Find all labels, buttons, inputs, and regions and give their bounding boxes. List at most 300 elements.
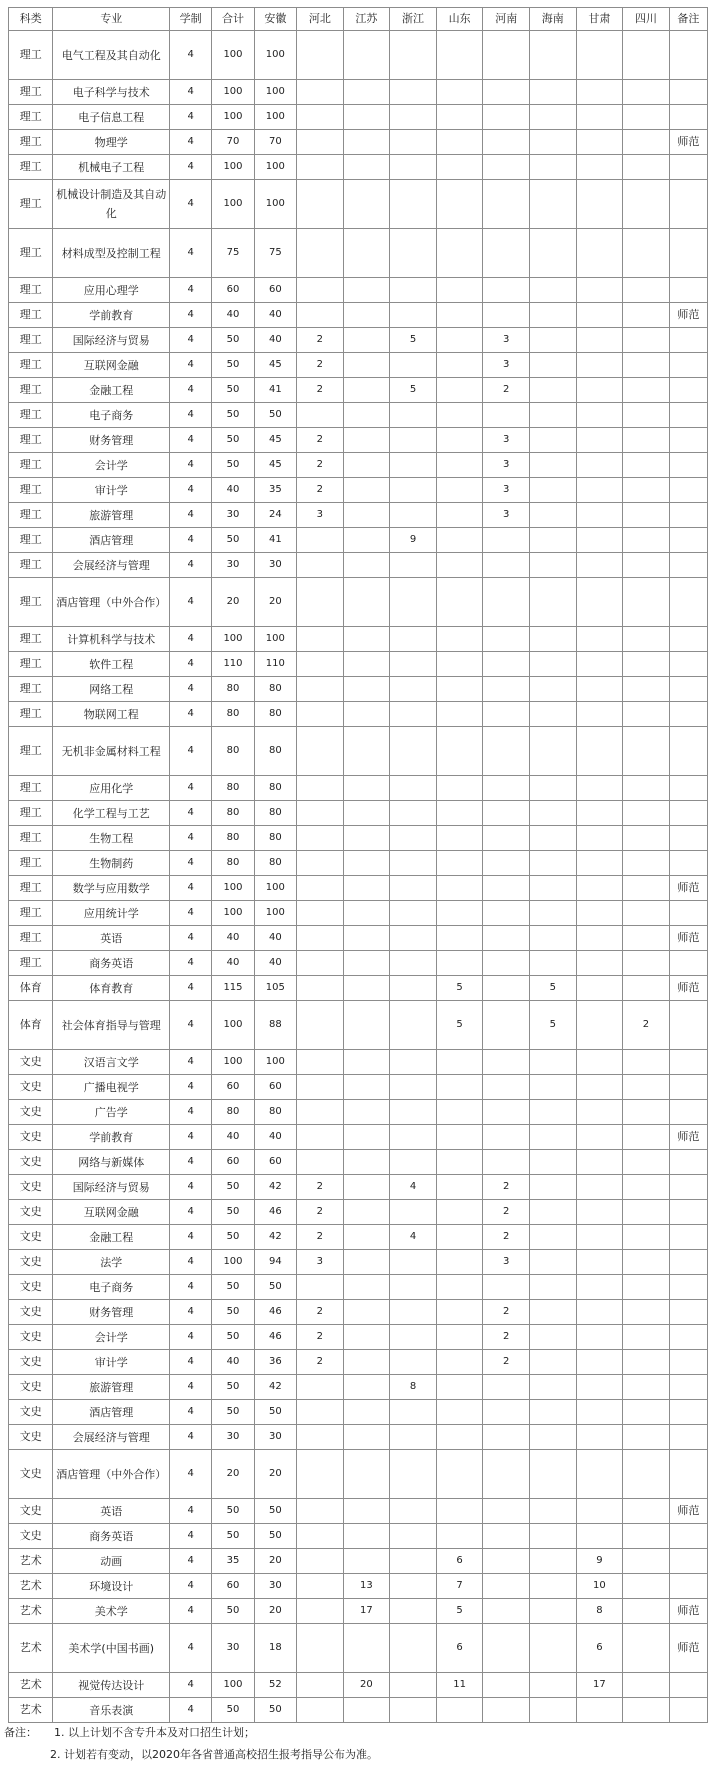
cell-zhejiang xyxy=(390,1400,437,1425)
cell-remark xyxy=(669,702,707,727)
cell-remark xyxy=(669,453,707,478)
cell-major: 物联网工程 xyxy=(53,702,169,727)
cell-henan xyxy=(483,652,530,677)
cell-jiangsu xyxy=(343,378,390,403)
cell-category: 艺术 xyxy=(9,1673,53,1698)
cell-gansu xyxy=(576,528,623,553)
cell-zhejiang: 9 xyxy=(390,528,437,553)
cell-duration: 4 xyxy=(169,1325,211,1350)
cell-hainan xyxy=(530,180,577,229)
cell-major: 会展经济与管理 xyxy=(53,1425,169,1450)
cell-total: 40 xyxy=(212,1350,254,1375)
cell-sichuan xyxy=(623,1698,670,1723)
cell-remark xyxy=(669,1175,707,1200)
cell-hainan xyxy=(530,1400,577,1425)
cell-sichuan xyxy=(623,1450,670,1499)
cell-jiangsu xyxy=(343,303,390,328)
cell-zhejiang xyxy=(390,278,437,303)
cell-henan xyxy=(483,1524,530,1549)
cell-anhui: 80 xyxy=(254,1100,296,1125)
cell-gansu xyxy=(576,31,623,80)
cell-zhejiang xyxy=(390,1599,437,1624)
cell-hainan xyxy=(530,1425,577,1450)
cell-sichuan xyxy=(623,180,670,229)
table-row xyxy=(9,180,708,229)
cell-hebei xyxy=(297,229,344,278)
cell-total: 100 xyxy=(212,1250,254,1275)
cell-gansu xyxy=(576,876,623,901)
cell-henan: 3 xyxy=(483,328,530,353)
cell-zhejiang xyxy=(390,976,437,1001)
table-row xyxy=(9,1698,708,1723)
table-row xyxy=(9,826,708,851)
cell-total: 80 xyxy=(212,826,254,851)
cell-duration: 4 xyxy=(169,951,211,976)
cell-hainan xyxy=(530,80,577,105)
cell-sichuan xyxy=(623,1549,670,1574)
cell-sichuan xyxy=(623,1350,670,1375)
cell-zhejiang xyxy=(390,901,437,926)
cell-major: 音乐表演 xyxy=(53,1698,169,1723)
cell-hebei xyxy=(297,278,344,303)
cell-shandong xyxy=(436,702,483,727)
cell-hebei: 2 xyxy=(297,353,344,378)
cell-duration: 4 xyxy=(169,776,211,801)
cell-zhejiang xyxy=(390,1125,437,1150)
cell-gansu xyxy=(576,1400,623,1425)
cell-category: 艺术 xyxy=(9,1698,53,1723)
cell-shandong xyxy=(436,303,483,328)
cell-anhui: 40 xyxy=(254,1125,296,1150)
cell-henan xyxy=(483,876,530,901)
cell-hainan xyxy=(530,1574,577,1599)
table-row xyxy=(9,1225,708,1250)
cell-hebei xyxy=(297,1499,344,1524)
cell-shandong xyxy=(436,503,483,528)
table-row xyxy=(9,1624,708,1673)
cell-total: 20 xyxy=(212,578,254,627)
cell-hainan xyxy=(530,776,577,801)
cell-major: 机械设计制造及其自动化 xyxy=(53,180,169,229)
cell-sichuan xyxy=(623,1524,670,1549)
cell-category: 理工 xyxy=(9,353,53,378)
cell-zhejiang xyxy=(390,1499,437,1524)
table-row xyxy=(9,1200,708,1225)
cell-zhejiang: 8 xyxy=(390,1375,437,1400)
cell-major: 生物工程 xyxy=(53,826,169,851)
cell-hainan xyxy=(530,901,577,926)
cell-hainan xyxy=(530,1524,577,1549)
cell-zhejiang xyxy=(390,1698,437,1723)
cell-major: 国际经济与贸易 xyxy=(53,328,169,353)
cell-hainan xyxy=(530,951,577,976)
cell-hainan xyxy=(530,652,577,677)
cell-category: 理工 xyxy=(9,851,53,876)
cell-total: 50 xyxy=(212,1499,254,1524)
cell-shandong xyxy=(436,403,483,428)
table-row xyxy=(9,901,708,926)
cell-total: 50 xyxy=(212,1400,254,1425)
cell-sichuan xyxy=(623,677,670,702)
cell-hebei: 2 xyxy=(297,378,344,403)
cell-anhui: 40 xyxy=(254,951,296,976)
cell-jiangsu xyxy=(343,1250,390,1275)
cell-shandong xyxy=(436,1100,483,1125)
cell-gansu xyxy=(576,328,623,353)
cell-duration: 4 xyxy=(169,1200,211,1225)
cell-total: 20 xyxy=(212,1450,254,1499)
cell-hainan xyxy=(530,1100,577,1125)
cell-sichuan xyxy=(623,31,670,80)
cell-anhui: 52 xyxy=(254,1673,296,1698)
cell-anhui: 100 xyxy=(254,105,296,130)
cell-remark xyxy=(669,553,707,578)
cell-zhejiang xyxy=(390,1549,437,1574)
cell-henan xyxy=(483,1450,530,1499)
cell-total: 50 xyxy=(212,328,254,353)
cell-jiangsu xyxy=(343,901,390,926)
cell-hebei xyxy=(297,627,344,652)
cell-category: 理工 xyxy=(9,876,53,901)
cell-henan xyxy=(483,627,530,652)
cell-shandong xyxy=(436,1450,483,1499)
table-row xyxy=(9,677,708,702)
cell-jiangsu xyxy=(343,453,390,478)
cell-gansu xyxy=(576,1375,623,1400)
cell-shandong xyxy=(436,1125,483,1150)
cell-jiangsu: 20 xyxy=(343,1673,390,1698)
cell-category: 文史 xyxy=(9,1450,53,1499)
cell-hebei xyxy=(297,652,344,677)
cell-major: 网络工程 xyxy=(53,677,169,702)
cell-total: 30 xyxy=(212,503,254,528)
cell-henan xyxy=(483,1150,530,1175)
header-total: 合计 xyxy=(212,8,254,31)
cell-gansu xyxy=(576,503,623,528)
cell-sichuan xyxy=(623,1250,670,1275)
table-row xyxy=(9,951,708,976)
cell-category: 文史 xyxy=(9,1325,53,1350)
cell-major: 机械电子工程 xyxy=(53,155,169,180)
cell-duration: 4 xyxy=(169,155,211,180)
cell-zhejiang xyxy=(390,951,437,976)
cell-henan xyxy=(483,1100,530,1125)
cell-anhui: 60 xyxy=(254,278,296,303)
table-row xyxy=(9,1574,708,1599)
cell-jiangsu xyxy=(343,1225,390,1250)
cell-category: 理工 xyxy=(9,378,53,403)
cell-major: 美术学(中国书画) xyxy=(53,1624,169,1673)
header-hebei: 河北 xyxy=(297,8,344,31)
cell-anhui: 41 xyxy=(254,378,296,403)
cell-shandong xyxy=(436,528,483,553)
cell-category: 文史 xyxy=(9,1175,53,1200)
cell-remark xyxy=(669,826,707,851)
cell-sichuan xyxy=(623,652,670,677)
cell-category: 理工 xyxy=(9,727,53,776)
cell-gansu xyxy=(576,353,623,378)
cell-anhui: 46 xyxy=(254,1325,296,1350)
cell-category: 文史 xyxy=(9,1524,53,1549)
cell-remark: 师范 xyxy=(669,1624,707,1673)
cell-category: 理工 xyxy=(9,278,53,303)
cell-shandong xyxy=(436,876,483,901)
cell-hainan xyxy=(530,727,577,776)
cell-shandong xyxy=(436,1150,483,1175)
cell-sichuan xyxy=(623,155,670,180)
cell-henan: 2 xyxy=(483,1350,530,1375)
cell-duration: 4 xyxy=(169,1001,211,1050)
cell-category: 文史 xyxy=(9,1425,53,1450)
cell-hebei: 2 xyxy=(297,1175,344,1200)
cell-henan xyxy=(483,403,530,428)
cell-hebei: 2 xyxy=(297,1225,344,1250)
table-row xyxy=(9,801,708,826)
cell-sichuan xyxy=(623,1400,670,1425)
cell-total: 80 xyxy=(212,801,254,826)
cell-anhui: 80 xyxy=(254,826,296,851)
cell-hainan xyxy=(530,328,577,353)
table-row xyxy=(9,105,708,130)
table-row xyxy=(9,403,708,428)
cell-hebei xyxy=(297,826,344,851)
cell-major: 应用统计学 xyxy=(53,901,169,926)
cell-anhui: 100 xyxy=(254,901,296,926)
cell-jiangsu xyxy=(343,1300,390,1325)
cell-major: 社会体育指导与管理 xyxy=(53,1001,169,1050)
cell-category: 理工 xyxy=(9,105,53,130)
cell-hebei xyxy=(297,1425,344,1450)
cell-remark: 师范 xyxy=(669,1599,707,1624)
cell-henan xyxy=(483,1400,530,1425)
cell-duration: 4 xyxy=(169,627,211,652)
cell-duration: 4 xyxy=(169,1574,211,1599)
enrollment-plan-table-container xyxy=(8,7,708,1723)
cell-zhejiang xyxy=(390,428,437,453)
cell-jiangsu xyxy=(343,1624,390,1673)
cell-henan xyxy=(483,677,530,702)
cell-category: 文史 xyxy=(9,1150,53,1175)
cell-hebei xyxy=(297,776,344,801)
cell-hebei xyxy=(297,976,344,1001)
cell-hainan xyxy=(530,1549,577,1574)
cell-category: 体育 xyxy=(9,1001,53,1050)
cell-jiangsu xyxy=(343,155,390,180)
table-row xyxy=(9,851,708,876)
cell-remark xyxy=(669,578,707,627)
cell-zhejiang xyxy=(390,727,437,776)
cell-henan xyxy=(483,1125,530,1150)
cell-hainan xyxy=(530,1125,577,1150)
cell-gansu xyxy=(576,453,623,478)
cell-hainan xyxy=(530,31,577,80)
cell-duration: 4 xyxy=(169,976,211,1001)
cell-zhejiang: 4 xyxy=(390,1225,437,1250)
cell-jiangsu: 13 xyxy=(343,1574,390,1599)
cell-hebei xyxy=(297,1375,344,1400)
cell-major: 软件工程 xyxy=(53,652,169,677)
cell-gansu xyxy=(576,1350,623,1375)
cell-duration: 4 xyxy=(169,926,211,951)
cell-anhui: 60 xyxy=(254,1150,296,1175)
cell-shandong xyxy=(436,951,483,976)
cell-sichuan xyxy=(623,303,670,328)
cell-jiangsu: 17 xyxy=(343,1599,390,1624)
cell-duration: 4 xyxy=(169,528,211,553)
cell-sichuan xyxy=(623,478,670,503)
cell-sichuan xyxy=(623,926,670,951)
cell-hainan xyxy=(530,1350,577,1375)
cell-hebei xyxy=(297,876,344,901)
cell-major: 美术学 xyxy=(53,1599,169,1624)
cell-gansu xyxy=(576,180,623,229)
cell-major: 数学与应用数学 xyxy=(53,876,169,901)
cell-gansu xyxy=(576,1325,623,1350)
cell-sichuan xyxy=(623,1574,670,1599)
cell-total: 100 xyxy=(212,105,254,130)
cell-hainan xyxy=(530,1300,577,1325)
cell-anhui: 100 xyxy=(254,180,296,229)
cell-major: 环境设计 xyxy=(53,1574,169,1599)
cell-sichuan xyxy=(623,378,670,403)
cell-hebei: 2 xyxy=(297,1325,344,1350)
cell-hainan xyxy=(530,1599,577,1624)
cell-zhejiang xyxy=(390,453,437,478)
cell-gansu xyxy=(576,1275,623,1300)
cell-duration: 4 xyxy=(169,229,211,278)
cell-shandong xyxy=(436,652,483,677)
cell-zhejiang xyxy=(390,1325,437,1350)
cell-duration: 4 xyxy=(169,1698,211,1723)
cell-hebei xyxy=(297,1050,344,1075)
cell-sichuan xyxy=(623,851,670,876)
cell-henan: 3 xyxy=(483,503,530,528)
cell-jiangsu xyxy=(343,1075,390,1100)
cell-duration: 4 xyxy=(169,1549,211,1574)
cell-total: 60 xyxy=(212,1574,254,1599)
cell-remark xyxy=(669,1574,707,1599)
cell-gansu xyxy=(576,1125,623,1150)
cell-henan xyxy=(483,727,530,776)
cell-henan xyxy=(483,1375,530,1400)
cell-category: 艺术 xyxy=(9,1549,53,1574)
cell-gansu xyxy=(576,951,623,976)
cell-zhejiang xyxy=(390,31,437,80)
table-row xyxy=(9,1673,708,1698)
note-line-1 xyxy=(0,1722,711,1744)
cell-category: 理工 xyxy=(9,627,53,652)
cell-anhui: 30 xyxy=(254,553,296,578)
cell-total: 40 xyxy=(212,303,254,328)
cell-hainan xyxy=(530,801,577,826)
cell-hainan xyxy=(530,303,577,328)
cell-anhui: 100 xyxy=(254,627,296,652)
cell-shandong xyxy=(436,130,483,155)
cell-sichuan xyxy=(623,553,670,578)
cell-duration: 4 xyxy=(169,1125,211,1150)
cell-hainan xyxy=(530,1450,577,1499)
cell-hainan xyxy=(530,428,577,453)
cell-shandong xyxy=(436,278,483,303)
cell-hebei xyxy=(297,851,344,876)
cell-anhui: 80 xyxy=(254,727,296,776)
cell-anhui: 20 xyxy=(254,1450,296,1499)
cell-sichuan xyxy=(623,1375,670,1400)
cell-category: 理工 xyxy=(9,155,53,180)
table-header-row xyxy=(9,8,708,31)
cell-remark xyxy=(669,1698,707,1723)
cell-category: 理工 xyxy=(9,901,53,926)
cell-major: 会展经济与管理 xyxy=(53,553,169,578)
cell-hainan xyxy=(530,1499,577,1524)
cell-henan xyxy=(483,1050,530,1075)
cell-duration: 4 xyxy=(169,826,211,851)
cell-gansu xyxy=(576,1100,623,1125)
cell-total: 50 xyxy=(212,378,254,403)
cell-major: 法学 xyxy=(53,1250,169,1275)
cell-gansu xyxy=(576,1175,623,1200)
cell-major: 财务管理 xyxy=(53,1300,169,1325)
enrollment-plan-table xyxy=(8,7,708,1723)
cell-henan xyxy=(483,130,530,155)
cell-jiangsu xyxy=(343,578,390,627)
cell-remark xyxy=(669,677,707,702)
cell-anhui: 80 xyxy=(254,801,296,826)
cell-remark xyxy=(669,1200,707,1225)
cell-sichuan xyxy=(623,328,670,353)
cell-sichuan xyxy=(623,105,670,130)
cell-total: 50 xyxy=(212,1325,254,1350)
cell-anhui: 24 xyxy=(254,503,296,528)
cell-shandong xyxy=(436,926,483,951)
cell-total: 50 xyxy=(212,428,254,453)
cell-remark: 师范 xyxy=(669,1499,707,1524)
cell-remark xyxy=(669,1050,707,1075)
cell-zhejiang xyxy=(390,1673,437,1698)
cell-hainan xyxy=(530,1250,577,1275)
cell-zhejiang xyxy=(390,677,437,702)
cell-major: 酒店管理（中外合作） xyxy=(53,1450,169,1499)
cell-gansu xyxy=(576,677,623,702)
cell-jiangsu xyxy=(343,677,390,702)
cell-zhejiang xyxy=(390,1275,437,1300)
cell-remark xyxy=(669,155,707,180)
cell-remark xyxy=(669,80,707,105)
cell-remark xyxy=(669,1325,707,1350)
cell-hebei: 2 xyxy=(297,428,344,453)
cell-hainan xyxy=(530,478,577,503)
cell-remark xyxy=(669,1150,707,1175)
header-zhejiang: 浙江 xyxy=(390,8,437,31)
cell-category: 文史 xyxy=(9,1050,53,1075)
cell-sichuan xyxy=(623,1100,670,1125)
cell-henan: 3 xyxy=(483,1250,530,1275)
cell-hainan: 5 xyxy=(530,1001,577,1050)
cell-zhejiang xyxy=(390,130,437,155)
table-row xyxy=(9,1050,708,1075)
cell-jiangsu xyxy=(343,130,390,155)
header-category: 科类 xyxy=(9,8,53,31)
cell-gansu xyxy=(576,901,623,926)
cell-shandong xyxy=(436,1698,483,1723)
cell-category: 理工 xyxy=(9,453,53,478)
cell-remark xyxy=(669,403,707,428)
cell-category: 理工 xyxy=(9,926,53,951)
cell-hebei: 3 xyxy=(297,1250,344,1275)
cell-category: 文史 xyxy=(9,1250,53,1275)
cell-shandong xyxy=(436,1175,483,1200)
cell-shandong: 5 xyxy=(436,1001,483,1050)
